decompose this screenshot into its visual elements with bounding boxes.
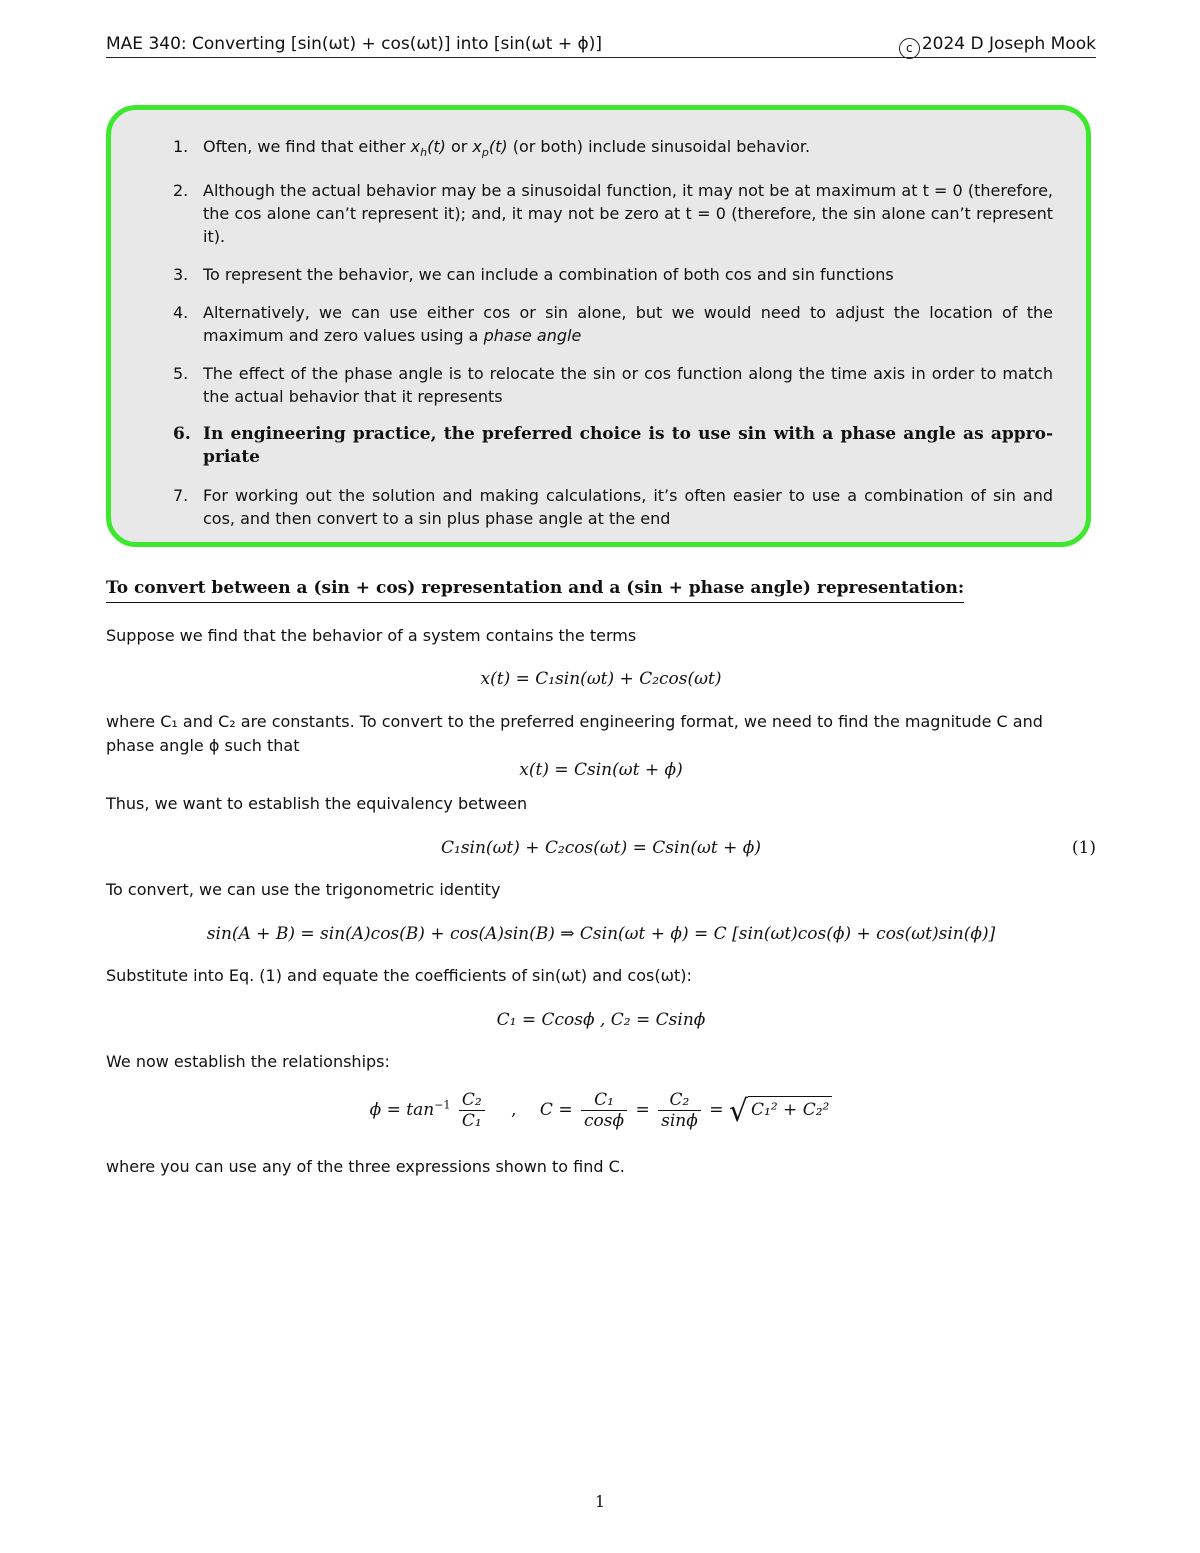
key-points-list bbox=[173, 135, 1053, 545]
paragraph-5: Substitute into Eq. (1) and equate the coefficients of sin(ωt) and cos(ωt): bbox=[106, 966, 692, 985]
list-item: 5. The effect of the phase angle is to relocate the sin or cos function along the time axis in order to match the actual behavior that it represents bbox=[173, 364, 1053, 407]
header-title: MAE 340: Converting [sin(ωt) + cos(ωt)] into [sin(ωt + ϕ)] bbox=[106, 34, 602, 54]
paragraph-6: We now establish the relationships: bbox=[106, 1052, 390, 1071]
paragraph-4: To convert, we can use the trigonometric identity bbox=[106, 880, 501, 899]
list-item: 4. Alternatively, we can use either cos or sin alone, but we would need to adjust the location of the maximum and zero values using a phase angle bbox=[173, 303, 1053, 346]
page-number: 1 bbox=[594, 1492, 606, 1511]
paragraph-1: Suppose we find that the behavior of a system contains the terms bbox=[106, 626, 637, 645]
key-points-box bbox=[106, 105, 1091, 547]
list-item: 3. To represent the behavior, we can include a combination of both cos and sin functions bbox=[173, 265, 894, 285]
copyright-icon: c bbox=[899, 38, 920, 59]
equation-5: C₁ = Ccosϕ , C₂ = Csinϕ bbox=[496, 1010, 706, 1030]
header-author: 2024 D Joseph Mook bbox=[921, 34, 1096, 54]
list-item: 6. In engineering practice, the preferred choice is to use sin with a phase angle as appro-priate bbox=[173, 424, 1053, 468]
page-header bbox=[106, 30, 1096, 58]
equation-4: sin(A + B) = sin(A)cos(B) + cos(A)sin(B) ⇒ Csin(ωt + ϕ) = C [sin(ωt)cos(ϕ) + cos(ωt)sin(ϕ)] bbox=[206, 924, 996, 944]
list-item: 7. For working out the solution and making calculations, it’s often easier to use a combination of sin and cos, and then convert to a sin plus phase angle at the end bbox=[173, 486, 1053, 529]
equation-3: C₁sin(ωt) + C₂cos(ωt) = Csin(ωt + ϕ) (1) bbox=[441, 838, 1096, 858]
list-item: 1. Often, we find that either $x_h(t)$ or $x_p(t)$ (or both) include sinusoidal behavior. bbox=[173, 137, 811, 160]
section-title: To convert between a (sin + cos) representation and a (sin + phase angle) representation: bbox=[106, 576, 964, 603]
paragraph-7: where you can use any of the three expressions shown to find C. bbox=[106, 1157, 625, 1176]
equation-number: (1) bbox=[1071, 838, 1096, 858]
equation-2: x(t) = Csin(ωt + ϕ) bbox=[519, 760, 683, 780]
header-copyright bbox=[899, 32, 1096, 59]
paragraph-3: Thus, we want to establish the equivalency between bbox=[106, 794, 528, 813]
list-item: 2. Although the actual behavior may be a sinusoidal function, it may not be at maximum at t = 0 (therefore, the cos alone can’t represent it); and, it may not be zero at t = 0 (therefore, the sin alone can’t represent it). bbox=[173, 181, 1053, 247]
equation-6: $\phi = \tan^{-1}$ $\frac{\text{C₂}}{\text{C₁}}$ , C = $\frac{\text{C₁}}{\cos\phi}$ = $\frac{\text{C₂}}{\sin\phi}$ = √ C₁² + C₂² bbox=[106, 1090, 1096, 1131]
equation-1: x(t) = C₁sin(ωt) + C₂cos(ωt) bbox=[480, 669, 722, 689]
paragraph-2: where C₁ and C₂ are constants. To convert to the preferred engineering format, we need to find the magnitude C and phase angle ϕ such that bbox=[106, 712, 1043, 755]
square-root-sign: √ bbox=[728, 1094, 748, 1129]
